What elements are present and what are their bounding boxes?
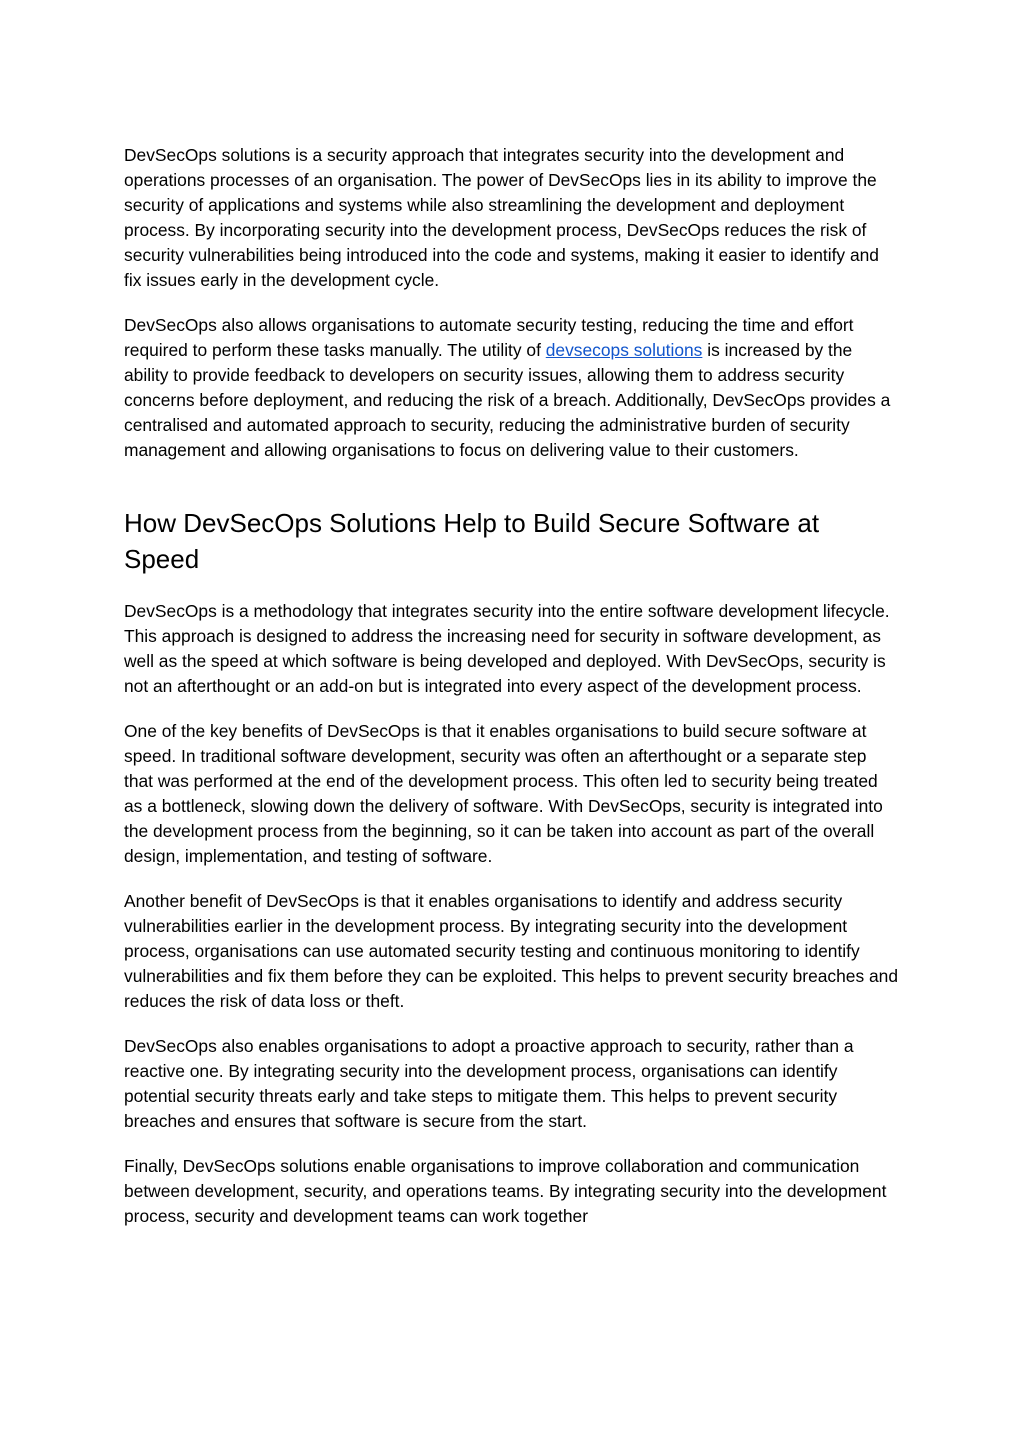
proactive-paragraph: DevSecOps also enables organisations to adopt a proactive approach to security, rather than a reactive one. By integrating security into the development process, organisations can identify potential security threats early and take steps to mitigate them. This helps to prevent security breaches and ensures that software is secure from the start. [124,1036,854,1131]
section-heading: How DevSecOps Solutions Help to Build Secure Software at Speed [124,508,820,574]
collaboration-paragraph: Finally, DevSecOps solutions enable organisations to improve collaboration and communication between development, security, and operations teams. By integrating security into the development process, security and development teams can work together [124,1156,887,1226]
speed-benefit-paragraph: One of the key benefits of DevSecOps is that it enables organisations to build secure software at speed. In traditional software development, security was often an afterthought or a separate step that was performed at the end of the development process. This often led to security being treated as a bottleneck, slowing down the delivery of software. With DevSecOps, security is integrated into the development process from the beginning, so it can be taken into account as part of the overall design, implementation, and testing of software. [124,721,883,866]
devsecops-solutions-link[interactable]: devsecops solutions [545,340,703,360]
early-detection-paragraph: Another benefit of DevSecOps is that it enables organisations to identify and address security vulnerabilities earlier in the development process. By integrating security into the development process, organisations can use automated security testing and continuous monitoring to identify vulnerabilities and fix them before they can be exploited. This helps to prevent security breaches and reduces the risk of data loss or theft. [124,891,899,1011]
methodology-paragraph: DevSecOps is a methodology that integrates security into the entire software development lifecycle. This approach is designed to address the increasing need for security in software development, as well as the speed at which software is being developed and deployed. With DevSecOps, security is not an afterthought or an add-on but is integrated into every aspect of the development process. [124,601,890,696]
intro-paragraph: DevSecOps solutions is a security approach that integrates security into the development and operations processes of an organisation. The power of DevSecOps lies in its ability to improve the security of applications and systems while also streamlining the development and deployment process. By incorporating security into the development process, DevSecOps reduces the risk of security vulnerabilities being introduced into the code and systems, making it easier to identify and fix issues early in the development cycle. [124,145,879,290]
document-page [124,143,900,1249]
paragraph-text-after-link: is increased by the ability to provide feedback to developers on security issues, allowing them to address security concerns before deployment, and reducing the risk of a breach. Additionally, DevSecOps provides a centralised and automated approach to security, reducing the administrative burden of security management and allowing organisations to focus on delivering value to their customers. [124,340,891,460]
paragraph-text-before-link: DevSecOps also allows organisations to automate security testing, reducing the time and effort required to perform these tasks manually. The utility of [124,315,854,360]
automation-paragraph [124,313,900,463]
